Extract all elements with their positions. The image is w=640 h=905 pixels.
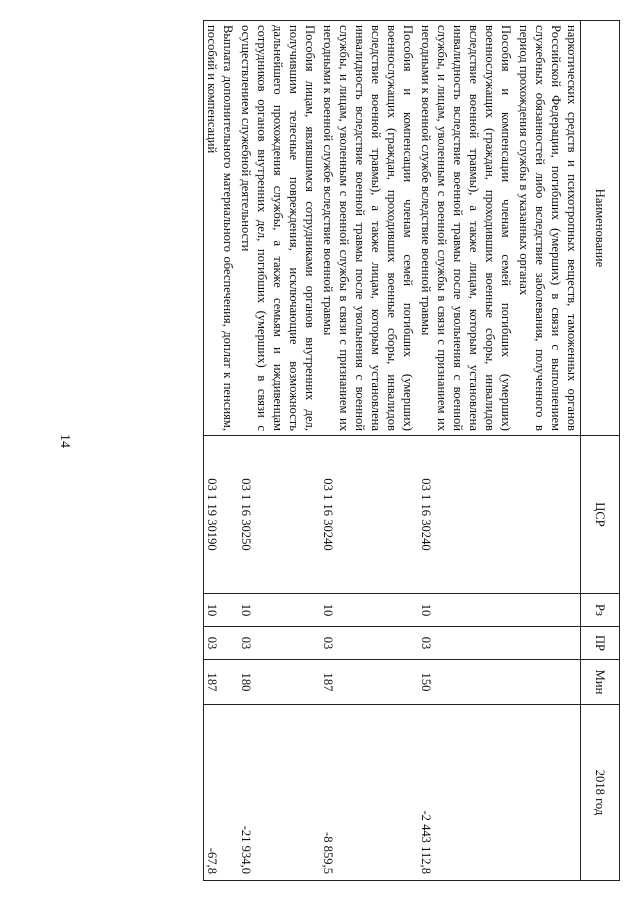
table-row [238, 21, 320, 881]
row-pr: 03 [204, 627, 239, 660]
row-pr [516, 627, 581, 660]
row-amount: -67,8 [204, 705, 239, 881]
table-header-row [581, 21, 620, 881]
row-csr: 03 1 16 30240 [320, 436, 418, 594]
row-csr: 03 1 19 30190 [204, 436, 239, 594]
row-pr: 03 [320, 627, 418, 660]
header-pr: ПР [581, 627, 620, 660]
row-min: 150 [418, 660, 516, 705]
row-rz [516, 594, 581, 627]
row-min: 187 [320, 660, 418, 705]
row-csr: 03 1 16 30240 [418, 436, 516, 594]
header-name: Наименование [581, 21, 620, 436]
header-rz: Рз [581, 594, 620, 627]
table-row [204, 21, 239, 881]
row-name: Пособия и компенсации членам семей погибших (умерших) военнослужащих (граждан, проходивших военные сборы, инвалидов вследствие военной травмы), а также лицам, которым установлена инвалидность вследствие военной травмы после увольнения с военной службы, и лицам, уволенным с военной службы в связи с признанием их негодными к военной службе вследствие военной травмы [320, 21, 418, 436]
row-rz: 10 [418, 594, 516, 627]
page-number: 14 [57, 434, 72, 448]
table-row [516, 21, 581, 881]
header-csr: ЦСР [581, 436, 620, 594]
row-name: Выплата дополнительного материального обеспечения, доплат к пенсиям, пособий и компенсаций [204, 21, 239, 436]
row-amount: -2 443 112,8 [418, 705, 516, 881]
row-pr: 03 [238, 627, 320, 660]
rotated-page-content [90, 20, 620, 880]
header-min: Мин [581, 660, 620, 705]
row-rz: 10 [320, 594, 418, 627]
row-min [516, 660, 581, 705]
row-pr: 03 [418, 627, 516, 660]
row-name: Пособия лицам, являвшимся сотрудниками органов внутренних дел, получившим телесные повреждения, исключающие возможность дальнейшего прохождения службы, а также семьям и иждивенцам сотрудников органов внутренних дел, погибших (умерших) в связи с осуществлением служебной деятельности [238, 21, 320, 436]
row-min: 187 [204, 660, 239, 705]
row-amount: -21 934,0 [238, 705, 320, 881]
row-name: наркотических средств и психотропных веществ, таможенных органов Российской Федерации, погибших (умерших) в связи с выполнением служебных обязанностей либо вследствие заболевания, полученного в период прохождения службы в указанных органах [516, 21, 581, 436]
row-csr: 03 1 16 30250 [238, 436, 320, 594]
budget-table [203, 20, 620, 881]
row-amount [516, 705, 581, 881]
row-min: 180 [238, 660, 320, 705]
row-rz: 10 [238, 594, 320, 627]
row-rz: 10 [204, 594, 239, 627]
table-row [418, 21, 516, 881]
header-year: 2018 год [581, 705, 620, 881]
row-csr [516, 436, 581, 594]
row-name: Пособия и компенсации членам семей погибших (умерших) военнослужащих (граждан, проходивших военные сборы, инвалидов вследствие военной травмы), а также лицам, которым установлена инвалидность вследствие военной травмы после увольнения с военной службы, и лицам, уволенным с военной службы в связи с признанием их негодными к военной службе вследствие военной травмы [418, 21, 516, 436]
table-row [320, 21, 418, 881]
row-amount: -8 859,5 [320, 705, 418, 881]
